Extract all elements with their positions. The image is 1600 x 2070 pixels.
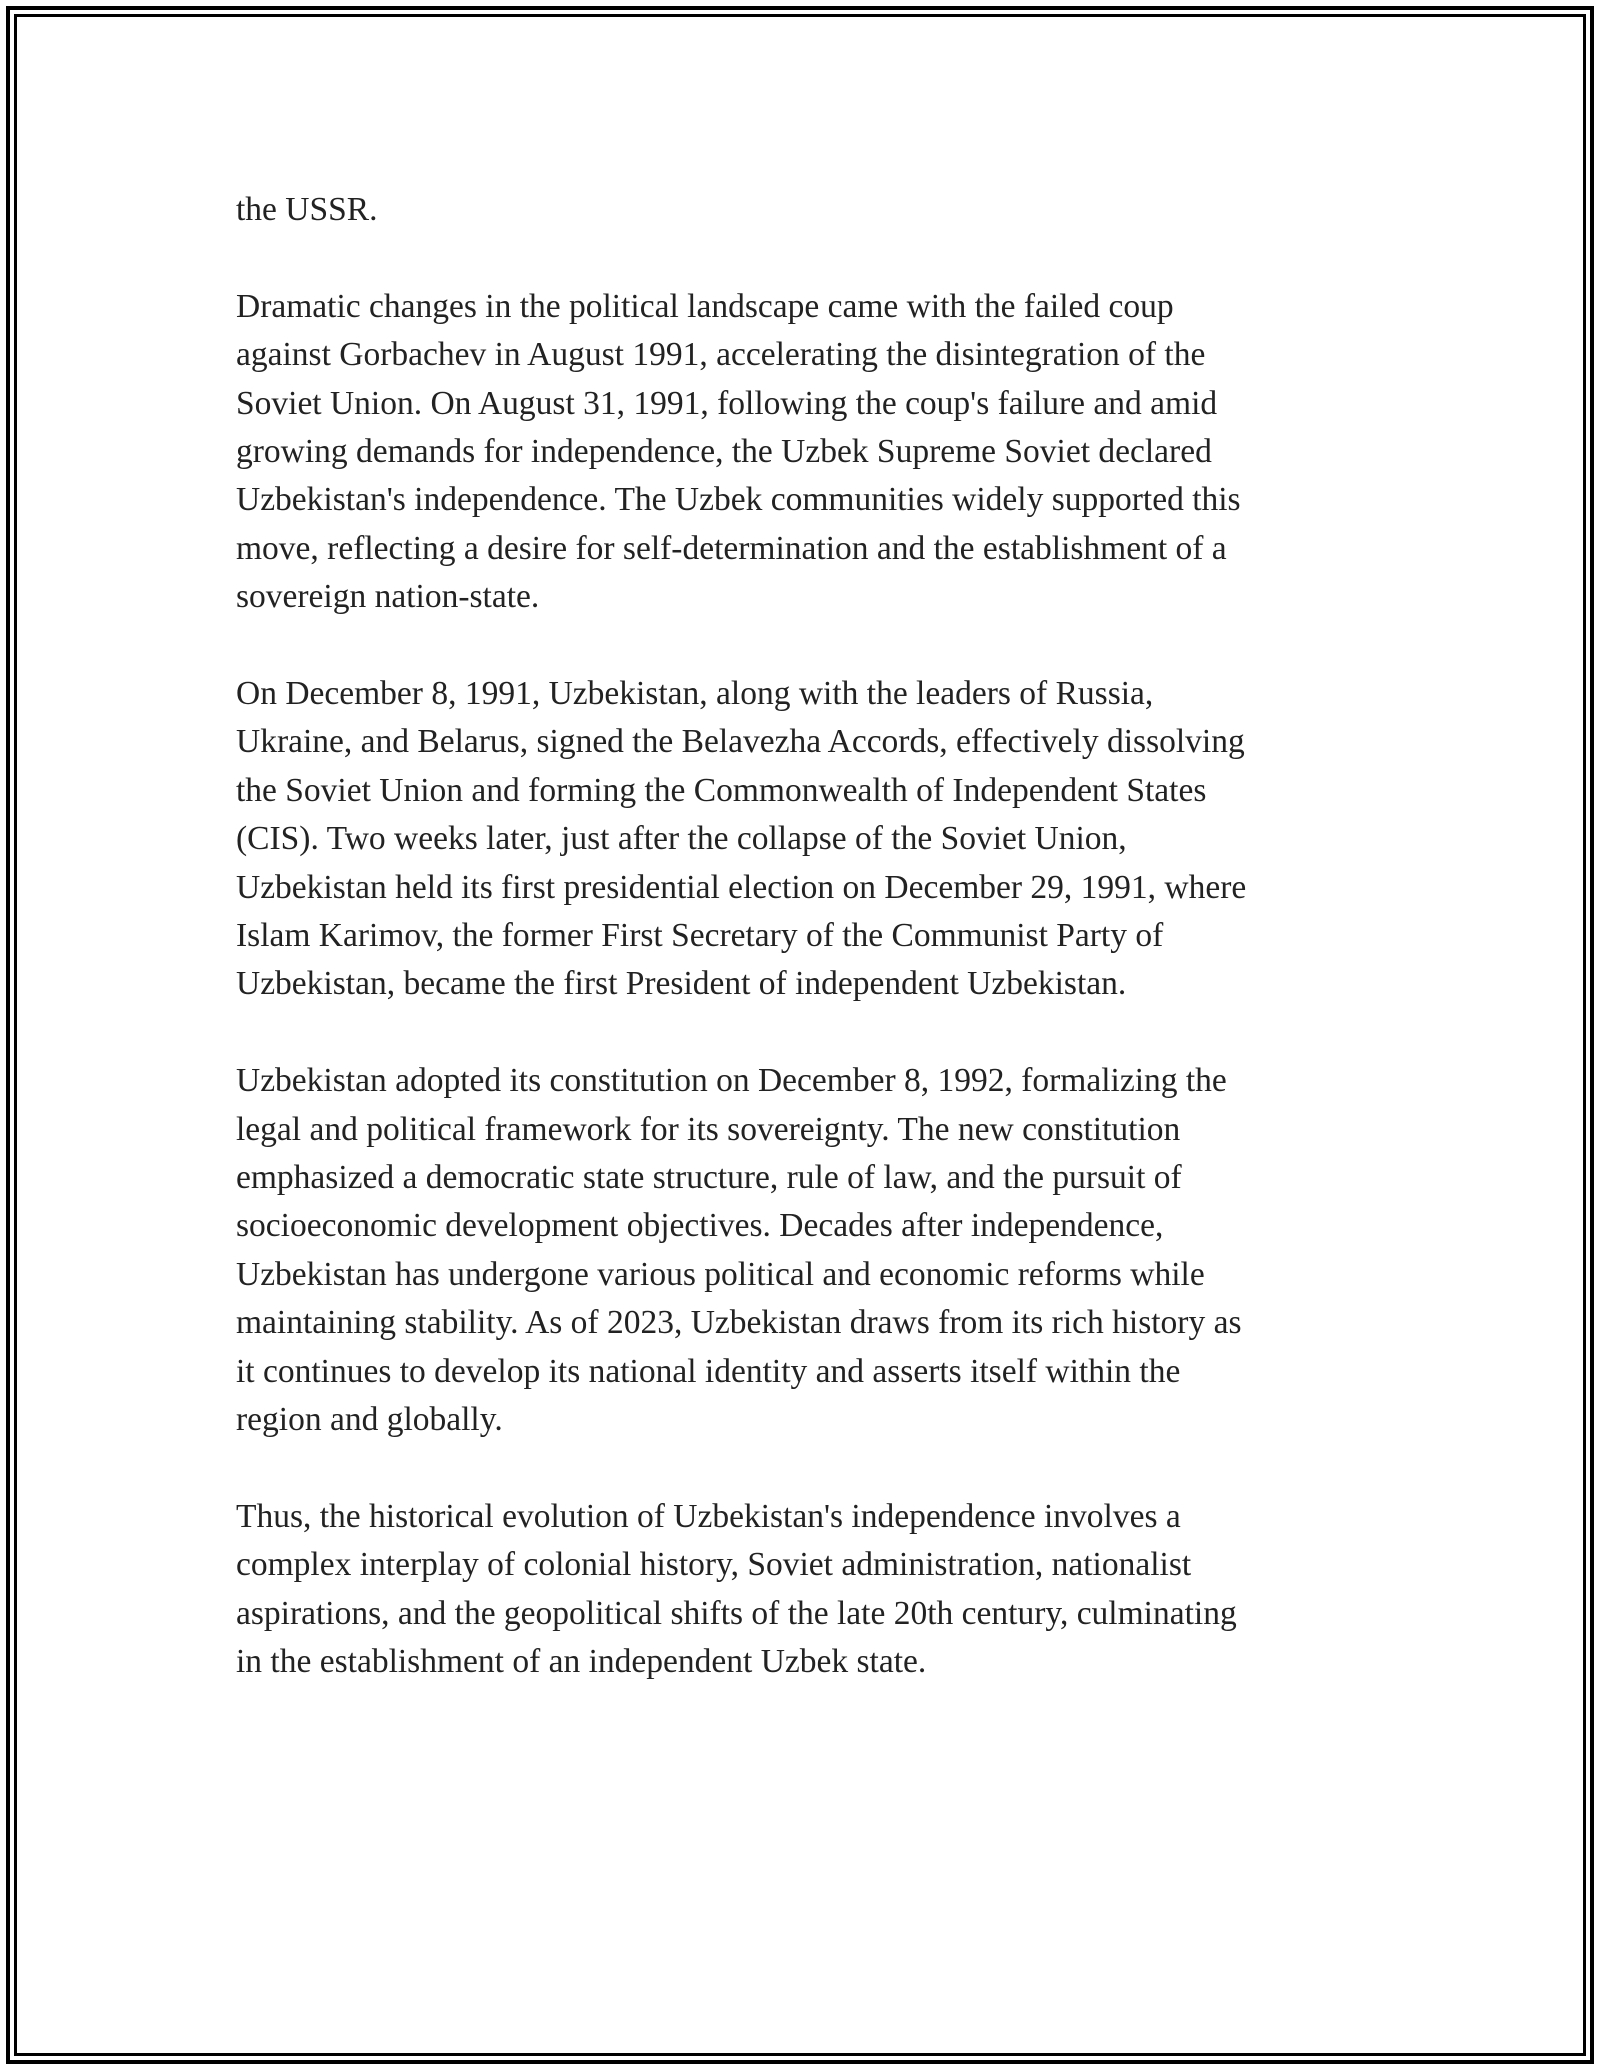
paragraph-conclusion: Thus, the historical evolution of Uzbekistan's independence involves a complex interplay of colonial history, Soviet administration, nationalist aspirations, and the geopolitical shifts of the late 20th century, culminating in the establishment of an independent Uzbek state. <box>236 1497 1237 1681</box>
document-body <box>236 186 1366 1735</box>
paragraph-failed-coup: Dramatic changes in the political landscape came with the failed coup against Gorbachev in August 1991, accelerating the disintegration of the Soviet Union. On August 31, 1991, following the coup's failure and amid growing demands for independence, the Uzbek Supreme Soviet declared Uzbekistan's independence. The Uzbek communities widely supported this move, reflecting a desire for self-determination and the establishment of a sovereign nation-state. <box>236 287 1241 616</box>
paragraph-continuation: the USSR. <box>236 191 378 228</box>
paragraph-constitution: Uzbekistan adopted its constitution on December 8, 1992, formalizing the legal and political framework for its sovereignty. The new constitution emphasized a democratic state structure, rule of law, and the pursuit of socioeconomic development objectives. Decades after independence, Uzbekistan has undergone various political and economic reforms while maintaining stability. As of 2023, Uzbekistan draws from its rich history as it continues to develop its national identity and asserts itself within the region and globally. <box>236 1062 1242 1439</box>
paragraph-belavezha-accords: On December 8, 1991, Uzbekistan, along with the leaders of Russia, Ukraine, and Belarus, signed the Belavezha Accords, effectively dissolving the Soviet Union and forming the Commonwealth of Independent States (CIS). Two weeks later, just after the collapse of the Soviet Union, Uzbekistan held its first presidential election on December 29, 1991, where Islam Karimov, the former First Secretary of the Communist Party of Uzbekistan, became the first President of independent Uzbekistan. <box>236 675 1247 1003</box>
